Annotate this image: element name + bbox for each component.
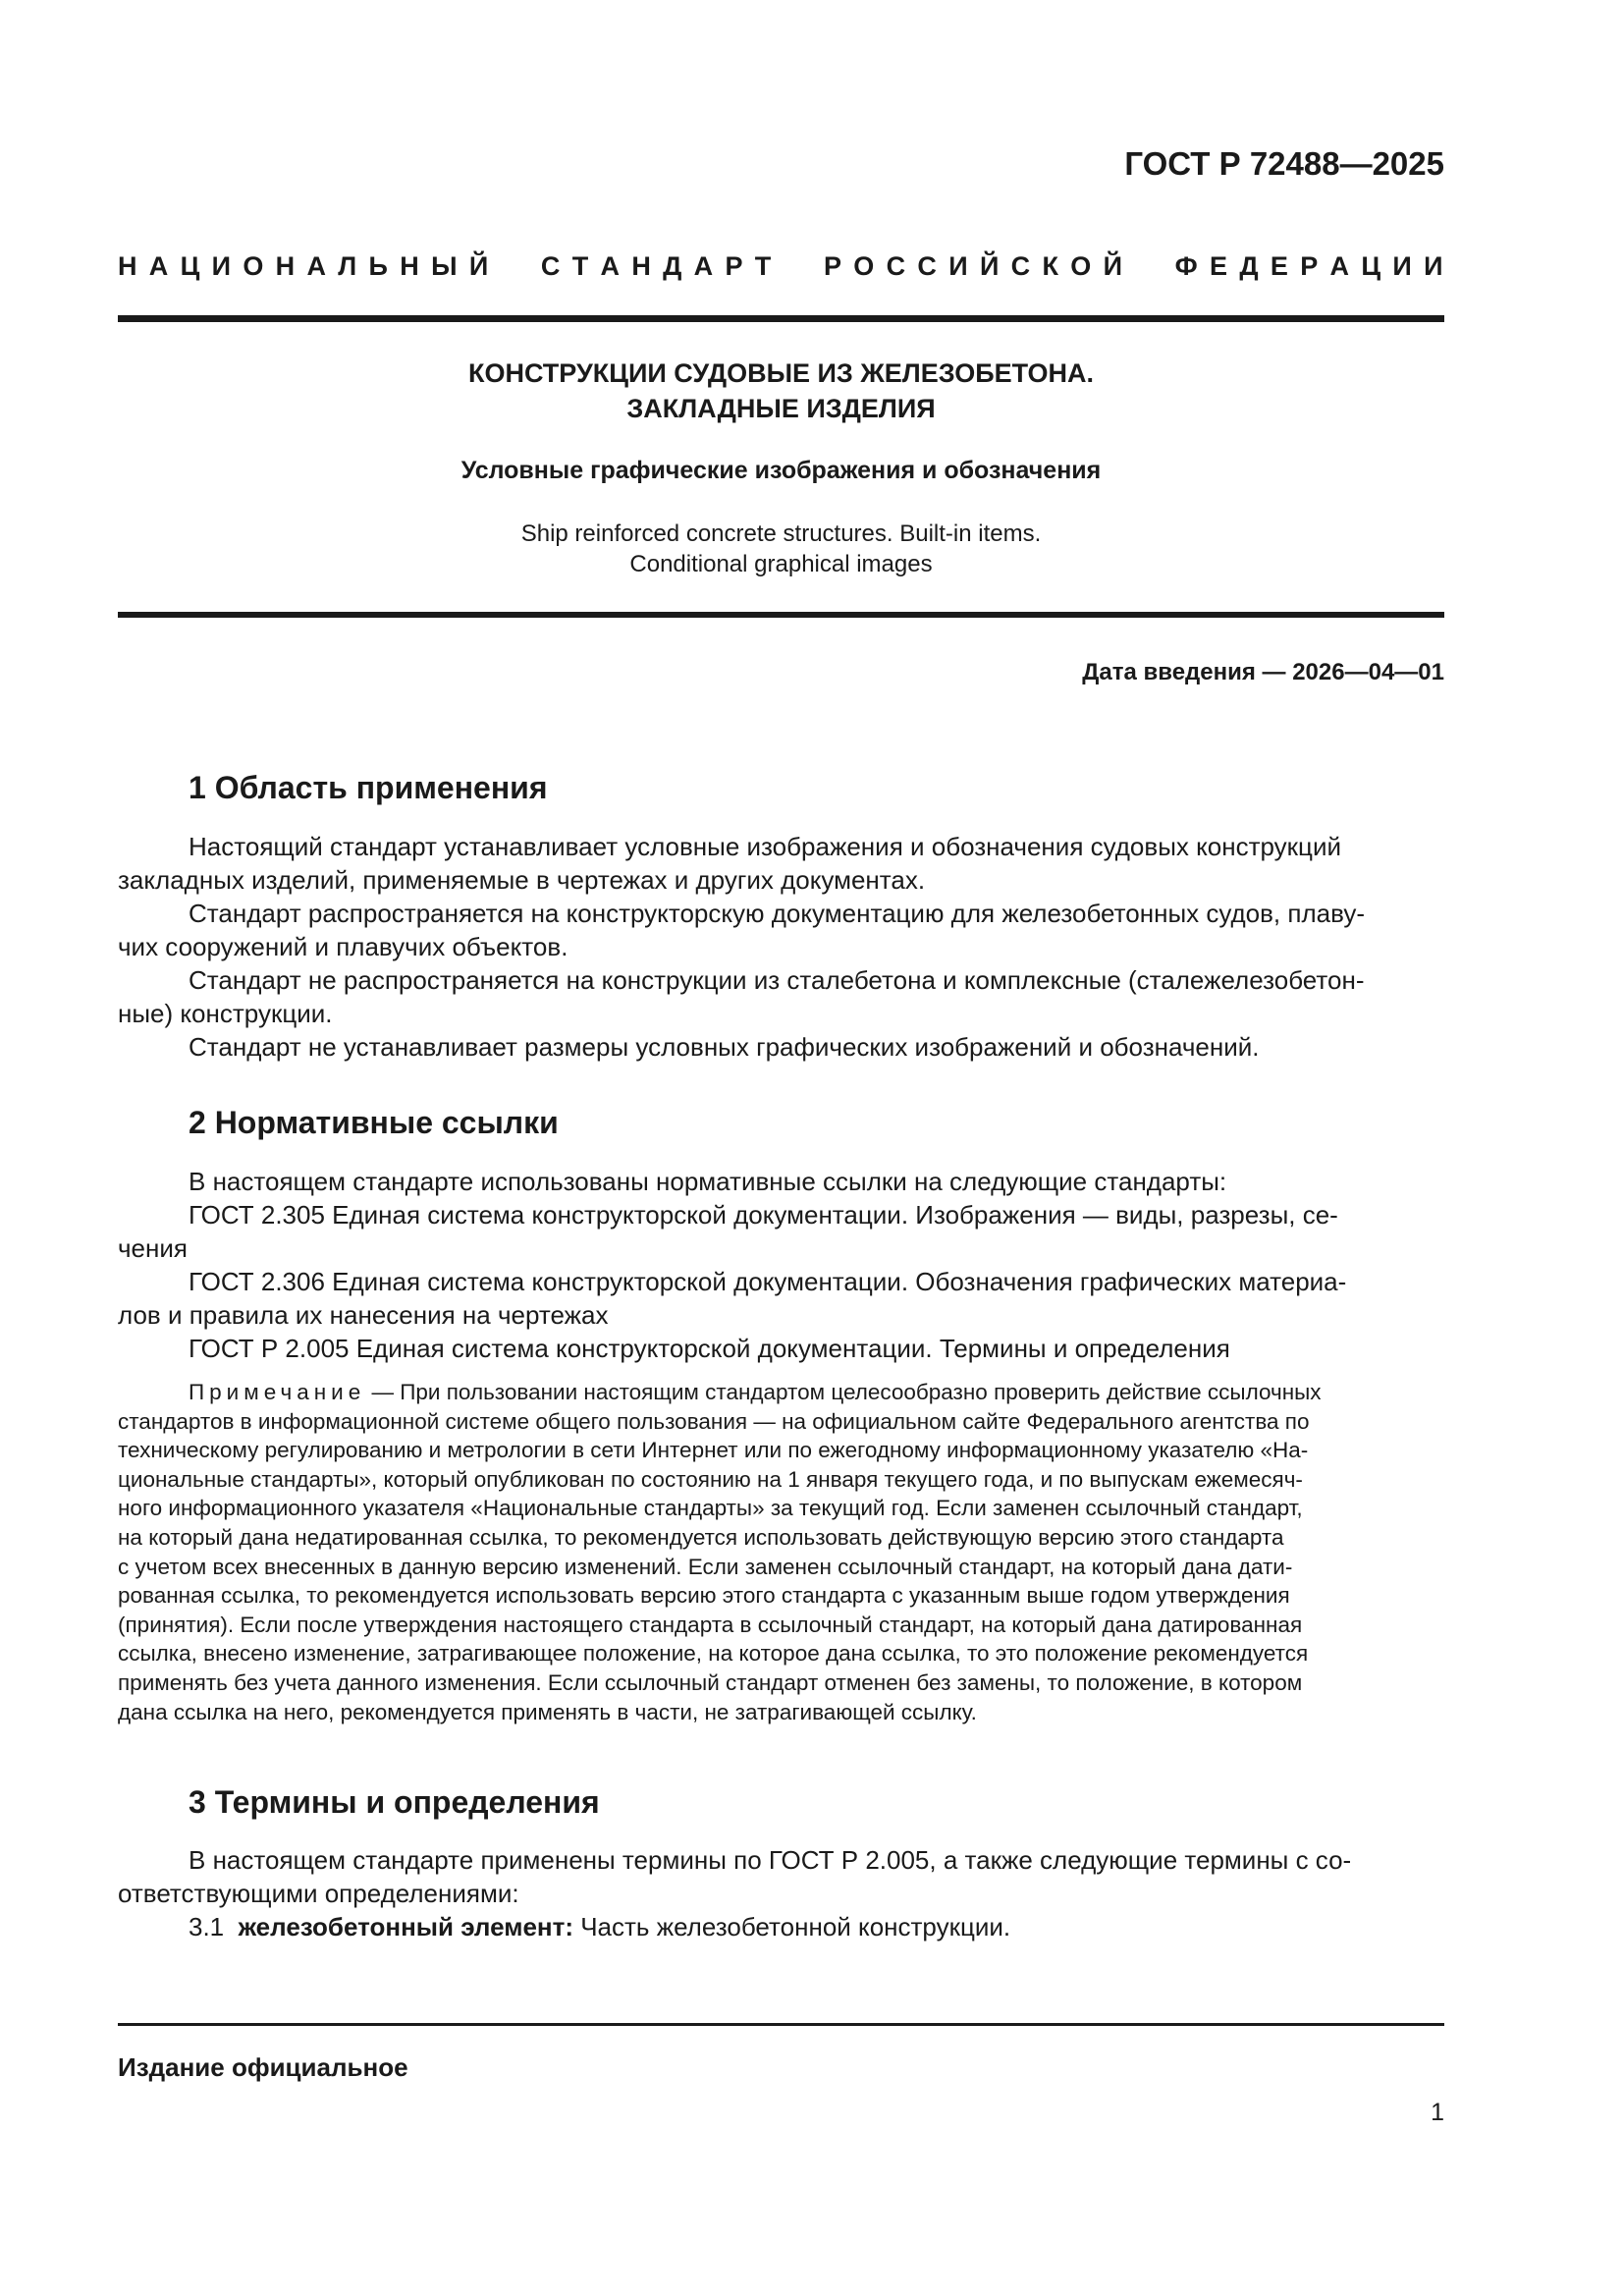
english-title-line-2: Conditional graphical images [629, 551, 933, 577]
note-label: Примечание [189, 1380, 366, 1404]
banner-word: С Т А Н Д А Р Т [540, 251, 772, 281]
top-rule [118, 315, 1444, 322]
document-title [118, 355, 1444, 426]
section-1-heading: 1 Область применения [189, 770, 548, 805]
note-block [118, 1378, 1444, 1726]
term-number: 3.1 [189, 1912, 239, 1941]
title-line-2: ЗАКЛАДНЫЕ ИЗДЕЛИЯ [626, 394, 936, 423]
reference-line: лов и правила их нанесения на чертежах [118, 1300, 609, 1330]
section-3-heading: 3 Термины и определения [189, 1784, 600, 1820]
paragraph-line: ные) конструкции. [118, 999, 333, 1028]
note-line: на который дана недатированная ссылка, то рекомендуется использовать действующую версию этого стандарта [118, 1524, 1284, 1550]
term-definition: Часть железобетонной конструкции. [573, 1912, 1011, 1941]
banner-word: Н А Ц И О Н А Л Ь Н Ы Й [118, 251, 489, 281]
footer-rule [118, 2023, 1444, 2026]
note-line: циональные стандарты», который опубликован по состоянию на 1 января текущего года, и по выпускам ежемесяч- [118, 1466, 1303, 1492]
page-number: 1 [1431, 2099, 1444, 2126]
reference-line: ГОСТ 2.305 Единая система конструкторской документации. Изображения — виды, разрезы, се- [189, 1200, 1338, 1230]
note-line: ссылка, внесено изменение, затрагивающее положение, на которое дана ссылка, то это положение рекомендуется [118, 1641, 1309, 1667]
section-3-body [118, 1843, 1444, 1943]
note-line: (принятия). Если после утверждения настоящего стандарта в ссылочный стандарт, на который дана датированная [118, 1612, 1303, 1637]
term-name: железобетонный элемент: [238, 1912, 573, 1941]
term-definition-line [118, 1910, 1444, 1943]
note-line: дана ссылка на него, рекомендуется применять в части, не затрагивающей ссылку. [118, 1699, 977, 1724]
note-line: с учетом всех внесенных в данную версию изменений. Если заменен ссылочный стандарт, на который дана дати- [118, 1554, 1293, 1579]
reference-line: чения [118, 1233, 188, 1263]
reference-line: ГОСТ 2.306 Единая система конструкторской документации. Обозначения графических материа- [189, 1267, 1347, 1296]
note-first-line [118, 1378, 1444, 1407]
banner-word: Ф Е Д Е Р А Ц И И [1174, 251, 1443, 281]
note-line: рованная ссылка, то рекомендуется использовать версию этого стандарта с указанным выше годом утверждения [118, 1583, 1290, 1609]
section-2-body [118, 1165, 1444, 1365]
official-edition-label: Издание официальное [118, 2052, 408, 2082]
english-title [118, 519, 1444, 579]
paragraph-line: В настоящем стандарте использованы нормативные ссылки на следующие стандарты: [189, 1167, 1227, 1196]
banner-word: Р О С С И Й С К О Й [823, 251, 1123, 281]
note-text: — При пользовании настоящим стандартом целесообразно проверить действие ссылочных [365, 1380, 1322, 1404]
note-line: ного информационного указателя «Национальные стандарты» за текущий год. Если заменен ссылочный стандарт, [118, 1496, 1303, 1521]
date-of-introduction: Дата введения — 2026—04—01 [1082, 659, 1444, 685]
section-2-heading: 2 Нормативные ссылки [189, 1105, 559, 1140]
note-line: стандартов в информационной системе общего пользования — на официальном сайте Федерального агентства по [118, 1408, 1310, 1434]
title-line-1: КОНСТРУКЦИИ СУДОВЫЕ ИЗ ЖЕЛЕЗОБЕТОНА. [468, 358, 1094, 388]
paragraph-line: Стандарт не распространяется на конструкции из сталебетона и комплексные (сталежелезобетон- [189, 965, 1365, 995]
note-line: техническому регулированию и метрологии в сети Интернет или по ежегодному информационному указателю «На- [118, 1438, 1309, 1463]
paragraph-line: ответствующими определениями: [118, 1879, 519, 1908]
national-standard-banner [118, 251, 1443, 282]
paragraph-line: В настоящем стандарте применены термины по ГОСТ Р 2.005, а также следующие термины с со- [189, 1845, 1352, 1875]
reference-line: ГОСТ Р 2.005 Единая система конструкторской документации. Термины и определения [189, 1334, 1230, 1363]
paragraph-line: закладных изделий, применяемые в чертежах и других документах. [118, 865, 926, 895]
gost-code: ГОСТ Р 72488—2025 [1124, 145, 1444, 182]
document-subtitle: Условные графические изображения и обозначения [460, 457, 1102, 484]
english-title-line-1: Ship reinforced concrete structures. Built-in items. [520, 520, 1042, 547]
section-1-body [118, 830, 1444, 1064]
title-rule [118, 612, 1444, 618]
note-line: применять без учета данного изменения. Если ссылочный стандарт отменен без замены, то положение, в котором [118, 1669, 1303, 1695]
paragraph-line: Стандарт не устанавливает размеры условных графических изображений и обозначений. [189, 1032, 1260, 1062]
paragraph-line: Настоящий стандарт устанавливает условные изображения и обозначения судовых конструкций [189, 832, 1341, 861]
paragraph-line: Стандарт распространяется на конструкторскую документацию для железобетонных судов, плаву- [189, 899, 1365, 928]
paragraph-line: чих сооружений и плавучих объектов. [118, 932, 568, 961]
